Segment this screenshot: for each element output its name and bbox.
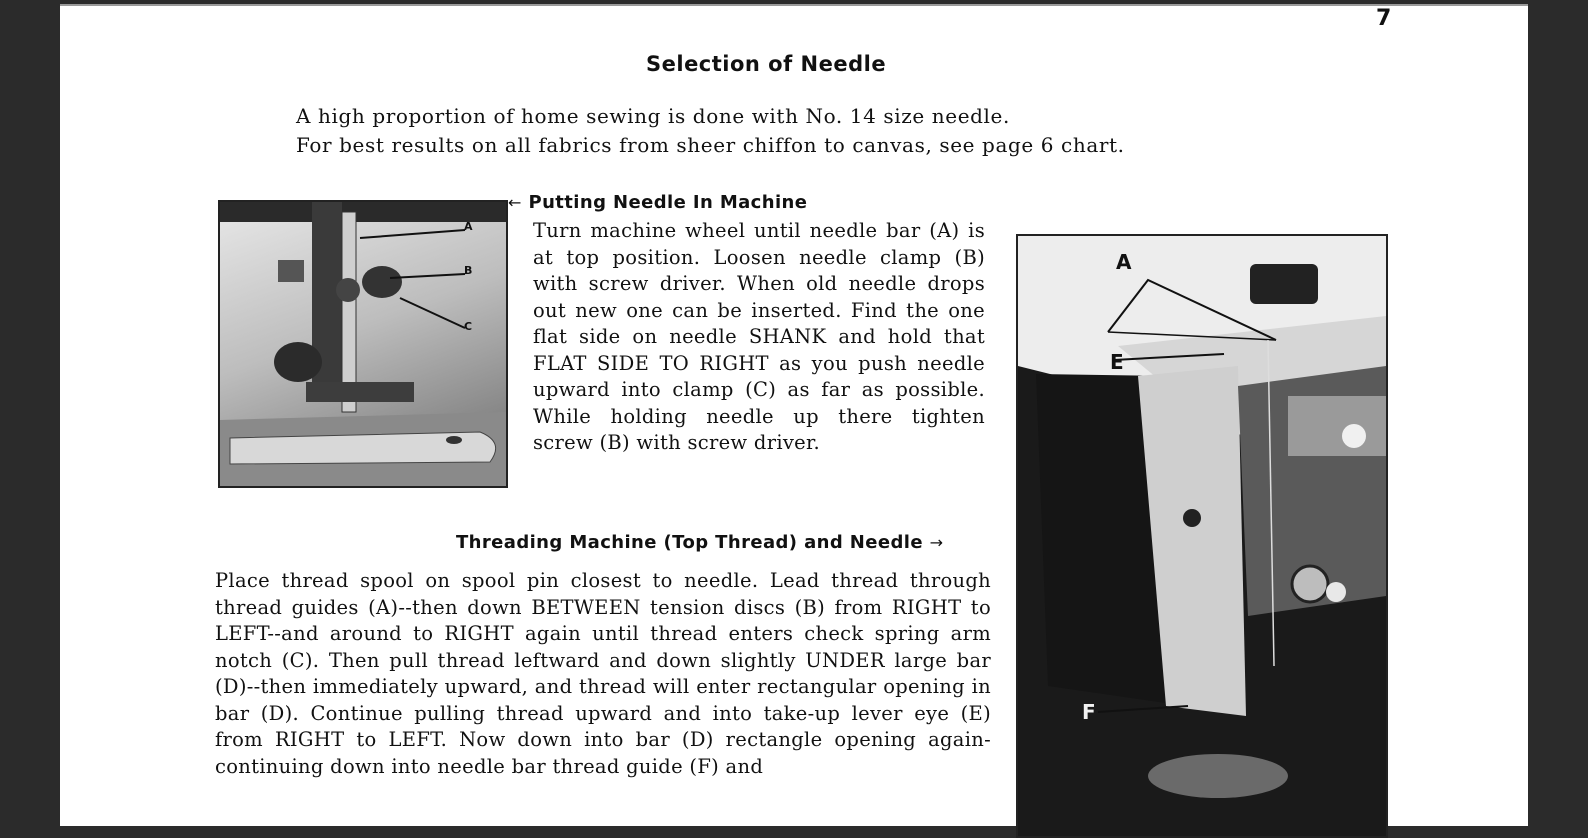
sewing-machine-illustration	[1018, 236, 1386, 836]
intro-line-2: For best results on all fabrics from sheer chiffon to canvas, see page 6 chart.	[296, 133, 1125, 157]
left-arrow-icon: ←	[508, 193, 522, 212]
machine-photo-label-a: A	[1116, 250, 1132, 274]
sewing-machine-photo	[1016, 234, 1388, 838]
threading-text: Place thread spool on spool pin closest to needle. Lead thread through thread guides (A)--then down BETWEEN tension discs (B) from RIGHT to LEFT--and around to RIGHT again until thread enters check spring arm notch (C). Then pull thread leftward and down slightly UNDER large bar (D)--then immediately upward, and thread will enter rectangular opening in bar (D). Continue pulling thread upward and into take-up lever eye (E) from RIGHT to LEFT. Now down into bar (D) rectangle opening again-continuing down into needle bar thread guide (F) and	[215, 569, 991, 778]
putting-needle-heading	[508, 192, 807, 213]
intro-line-1: A high proportion of home sewing is done with No. 14 size needle.	[296, 104, 1010, 128]
right-arrow-icon: →	[929, 533, 944, 552]
threading-heading-text: Threading Machine (Top Thread) and Needle	[456, 532, 923, 553]
page-number: 7	[1376, 6, 1392, 31]
needle-closeup-illustration	[220, 202, 506, 486]
machine-photo-label-e: E	[1110, 350, 1124, 374]
needle-photo-label-c: C	[464, 320, 473, 333]
threading-heading	[456, 532, 943, 553]
needle-photo-label-b: B	[464, 264, 473, 277]
putting-needle-heading-text: Putting Needle In Machine	[528, 192, 808, 213]
page-title: Selection of Needle	[646, 52, 887, 76]
manual-page	[60, 4, 1528, 826]
putting-needle-text: Turn machine wheel until needle bar (A) is at top position. Loosen needle clamp (B) with screw driver. When old needle drops out new one can be inserted. Find the one flat side on needle SHANK and hold that FLAT SIDE TO RIGHT as you push needle upward into clamp (C) as far as possible. While holding needle up there tighten screw (B) with screw driver.	[533, 219, 985, 454]
needle-photo-label-a: A	[464, 220, 473, 233]
needle-closeup-photo	[218, 200, 508, 488]
intro-text	[296, 102, 1276, 160]
machine-photo-label-f: F	[1082, 700, 1096, 724]
